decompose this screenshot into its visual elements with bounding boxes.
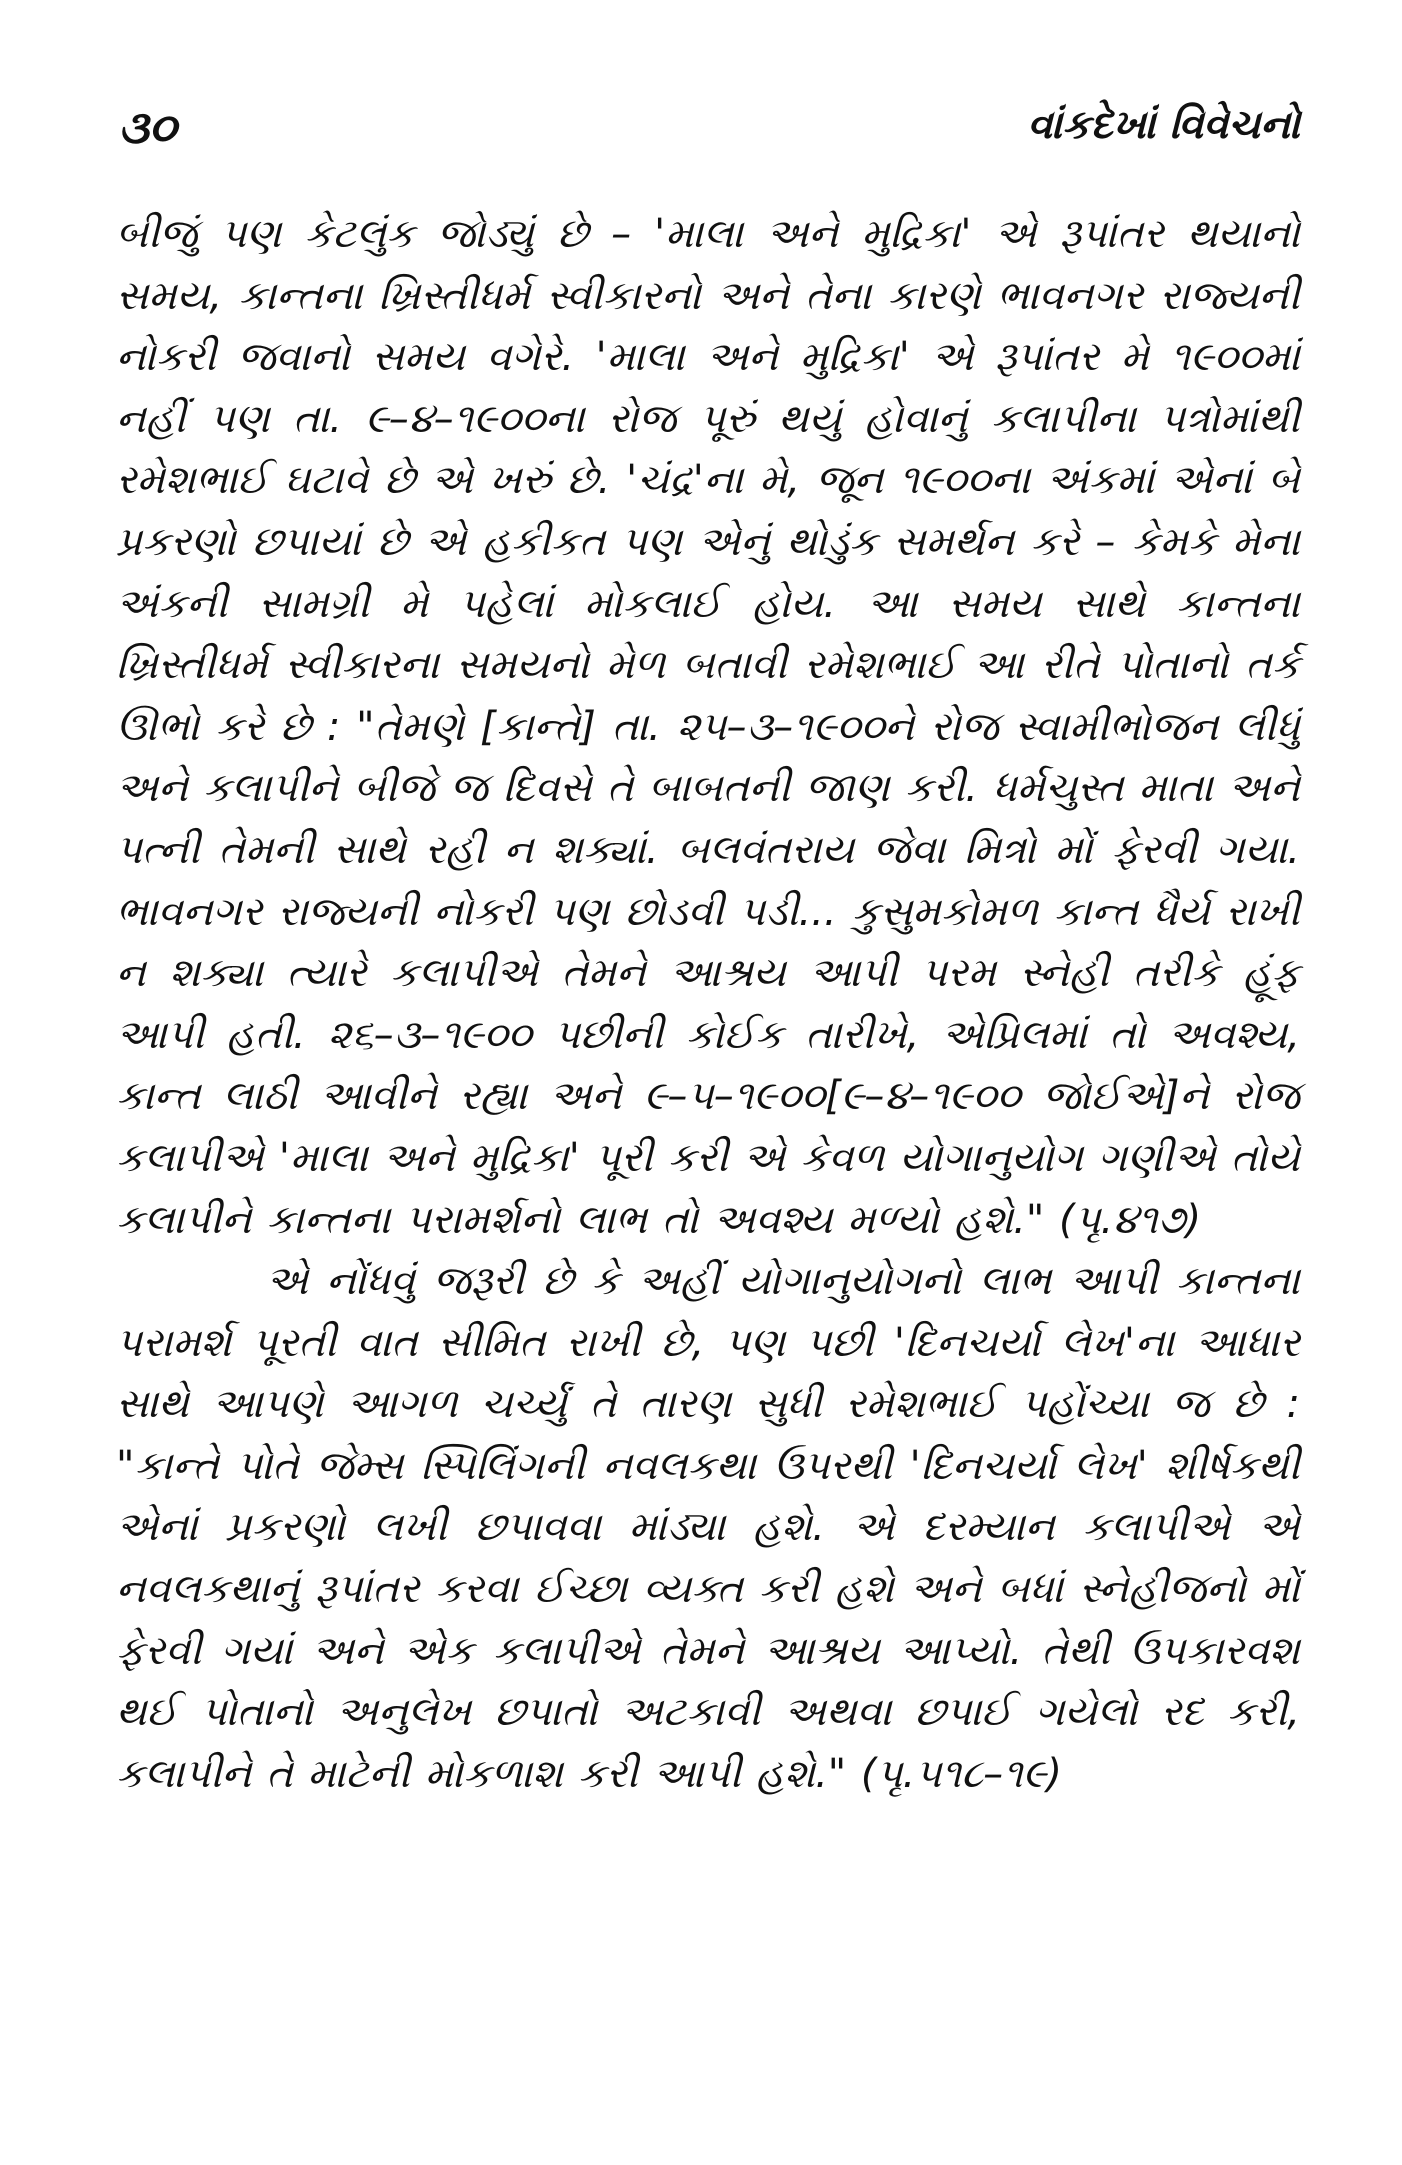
book-page (100, 100, 1300, 2080)
paragraph-1: બીજું પણ કેટલુંક જોડ્યું છે – 'માલા અને મુદ્રિકા' એ રૂપાંતર થયાનો સમય, કાન્તના ખ્રિસ્તીધર્મ સ્વીકારનો અને તેના કારણે ભાવનગર રાજ્યની નોકરી જવાનો સમય વગેરે. 'માલા અને મુદ્રિકા' એ રૂપાંતર મે ૧૯૦૦માં નહીં પણ તા. ૯–૪–૧૯૦૦ના રોજ પૂરું થયું હોવાનું કલાપીના પત્રોમાંથી રમેશભાઈ ઘટાવે છે એ ખરું છે. 'ચંદ્ર'ના મે, જૂન ૧૯૦૦ના અંકમાં એનાં બે પ્રકરણો છપાયાં છે એ હકીકત પણ એનું થોડુંક સમર્થન કરે – કેમકે મેના અંકની સામગ્રી મે પહેલાં મોકલાઈ હોય. આ સમય સાથે કાન્તના ખ્રિસ્તીધર્મ સ્વીકારના સમયનો મેળ બતાવી રમેશભાઈ આ રીતે પોતાનો તર્ક ઊભો કરે છે : "તેમણે [કાન્તે] તા. ૨૫–૩–૧૯૦૦ને રોજ સ્વામીભોજન લીધું અને કલાપીને બીજે જ દિવસે તે બાબતની જાણ કરી. ધર્મચુસ્ત માતા અને પત્ની તેમની સાથે રહી ન શક્યાં. બલવંતરાય જેવા મિત્રો મોં ફેરવી ગયા. ભાવનગર રાજ્યની નોકરી પણ છોડવી પડી... કુસુમકોમળ કાન્ત ધૈર્ય રાખી ન શક્યા ત્યારે કલાપીએ તેમને આશ્રય આપી પરમ સ્નેહી તરીકે હૂંફ આપી હતી. ૨૬–૩–૧૯૦૦ પછીની કોઈક તારીખે, એપ્રિલમાં તો અવશ્ય, કાન્ત લાઠી આવીને રહ્યા અને ૯–૫–૧૯૦૦[૯–૪–૧૯૦૦ જોઈએ]ને રોજ કલાપીએ 'માલા અને મુદ્રિકા' પૂરી કરી એ કેવળ યોગાનુયોગ ગણીએ તોયે કલાપીને કાન્તના પરામર્શનો લાભ તો અવશ્ય મળ્યો હશે." (પૃ.૪૧૭) (116, 211, 1300, 1243)
running-head: વાંકદેખાં વિવેચનો (1027, 102, 1300, 148)
page-header (100, 100, 1300, 180)
body-text (116, 204, 1300, 1805)
paragraph-2: એ નોંધવું જરૂરી છે કે અહીં યોગાનુયોગનો લાભ આપી કાન્તના પરામર્શ પૂરતી વાત સીમિત રાખી છે, પણ પછી 'દિનચર્યા લેખ'ના આધાર સાથે આપણે આગળ ચર્ચ્યું તે તારણ સુધી રમેશભાઈ પહોંચ્યા જ છે : "કાન્તે પોતે જેમ્સ સ્પિલિંગની નવલકથા ઉપરથી 'દિનચર્યા લેખ' શીર્ષકથી એનાં પ્રકરણો લખી છપાવવા માંડ્યા હશે. એ દરમ્યાન કલાપીએ એ નવલકથાનું રૂપાંતર કરવા ઈચ્છા વ્યક્ત કરી હશે અને બધાં સ્નેહીજનો મોં ફેરવી ગયાં અને એક કલાપીએ તેમને આશ્રય આપ્યો. તેથી ઉપકારવશ થઈ પોતાનો અનુલેખ છપાતો અટકાવી અથવા છપાઈ ગયેલો રદ કરી, કલાપીને તે માટેની મોકળાશ કરી આપી હશે." (પૃ.૫૧૮–૧૯) (116, 1258, 1300, 1797)
page-number: ૩૦ (118, 100, 177, 154)
